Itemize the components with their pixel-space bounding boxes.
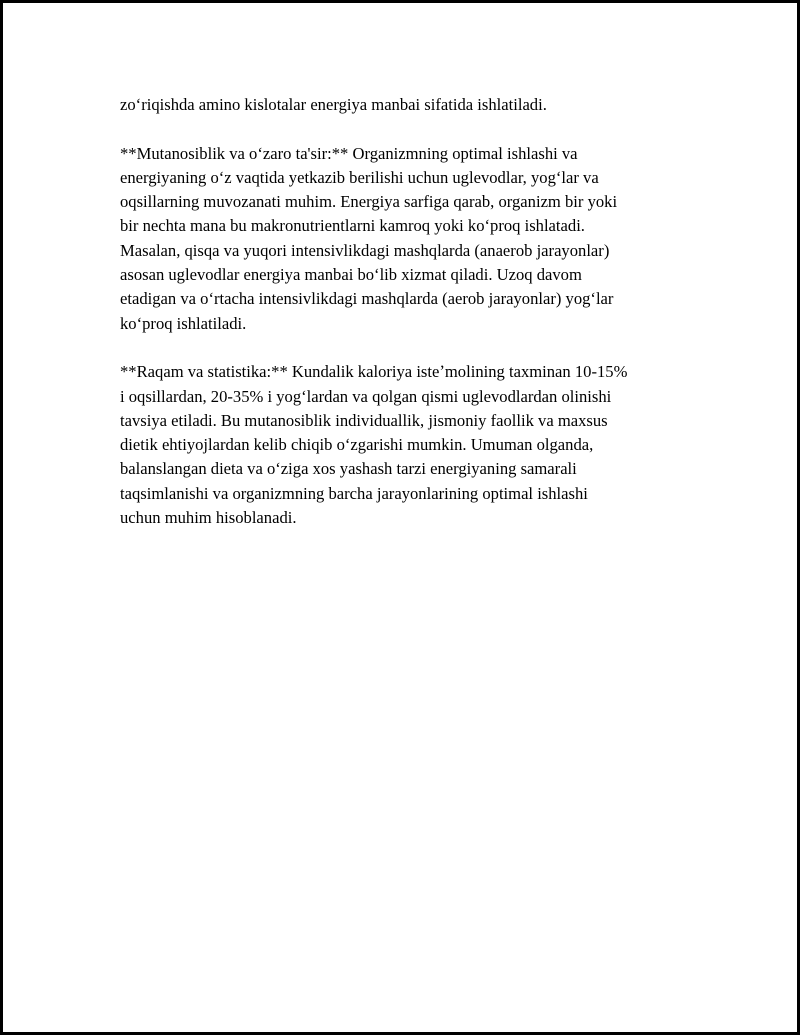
text-line: tavsiya etiladi. Bu mutanosiblik individuallik, jismoniy faollik va maxsus: [120, 410, 608, 430]
text-line: oqsillarning muvozanati muhim. Energiya sarfiga qarab, organizm bir yoki: [120, 192, 618, 212]
text-line: koʻproq ishlatiladi.: [120, 313, 247, 333]
text-line: i oqsillardan, 20-35% i yogʻlardan va qolgan qismi uglevodlardan olinishi: [120, 386, 612, 406]
text-line: etadigan va oʻrtacha intensivlikdagi mashqlarda (aerob jarayonlar) yogʻlar: [120, 289, 614, 309]
paragraph-numbers-statistics: [120, 360, 695, 530]
text-line: zoʻriqishda amino kislotalar energiya manbai sifatida ishlatiladi.: [120, 95, 547, 114]
text-line: asosan uglevodlar energiya manbai boʻlib xizmat qiladi. Uzoq davom: [120, 265, 582, 285]
text-line: **Mutanosiblik va oʻzaro ta'sir:** Organizmning optimal ishlashi va: [120, 143, 578, 163]
text-line: **Raqam va statistika:** Kundalik kaloriya isteʼmolining taxminan 10-15%: [120, 362, 628, 382]
paragraph-continuation: [120, 93, 695, 117]
text-line: taqsimlanishi va organizmning barcha jarayonlarining optimal ishlashi: [120, 483, 588, 503]
text-line: dietik ehtiyojlardan kelib chiqib oʻzgarishi mumkin. Umuman olganda,: [120, 435, 594, 455]
paragraph-balance-interaction: [120, 142, 695, 336]
text-line: Masalan, qisqa va yuqori intensivlikdagi mashqlarda (anaerob jarayonlar): [120, 240, 610, 260]
text-line: uchun muhim hisoblanadi.: [120, 508, 297, 528]
text-line: balanslangan dieta va oʻziga xos yashash tarzi energiyaning samarali: [120, 459, 577, 479]
text-line: bir nechta mana bu makronutrientlarni kamroq yoki koʻproq ishlatadi.: [120, 216, 585, 236]
text-line: energiyaning oʻz vaqtida yetkazib berilishi uchun uglevodlar, yogʻlar va: [120, 167, 599, 187]
document-body: [120, 93, 695, 555]
